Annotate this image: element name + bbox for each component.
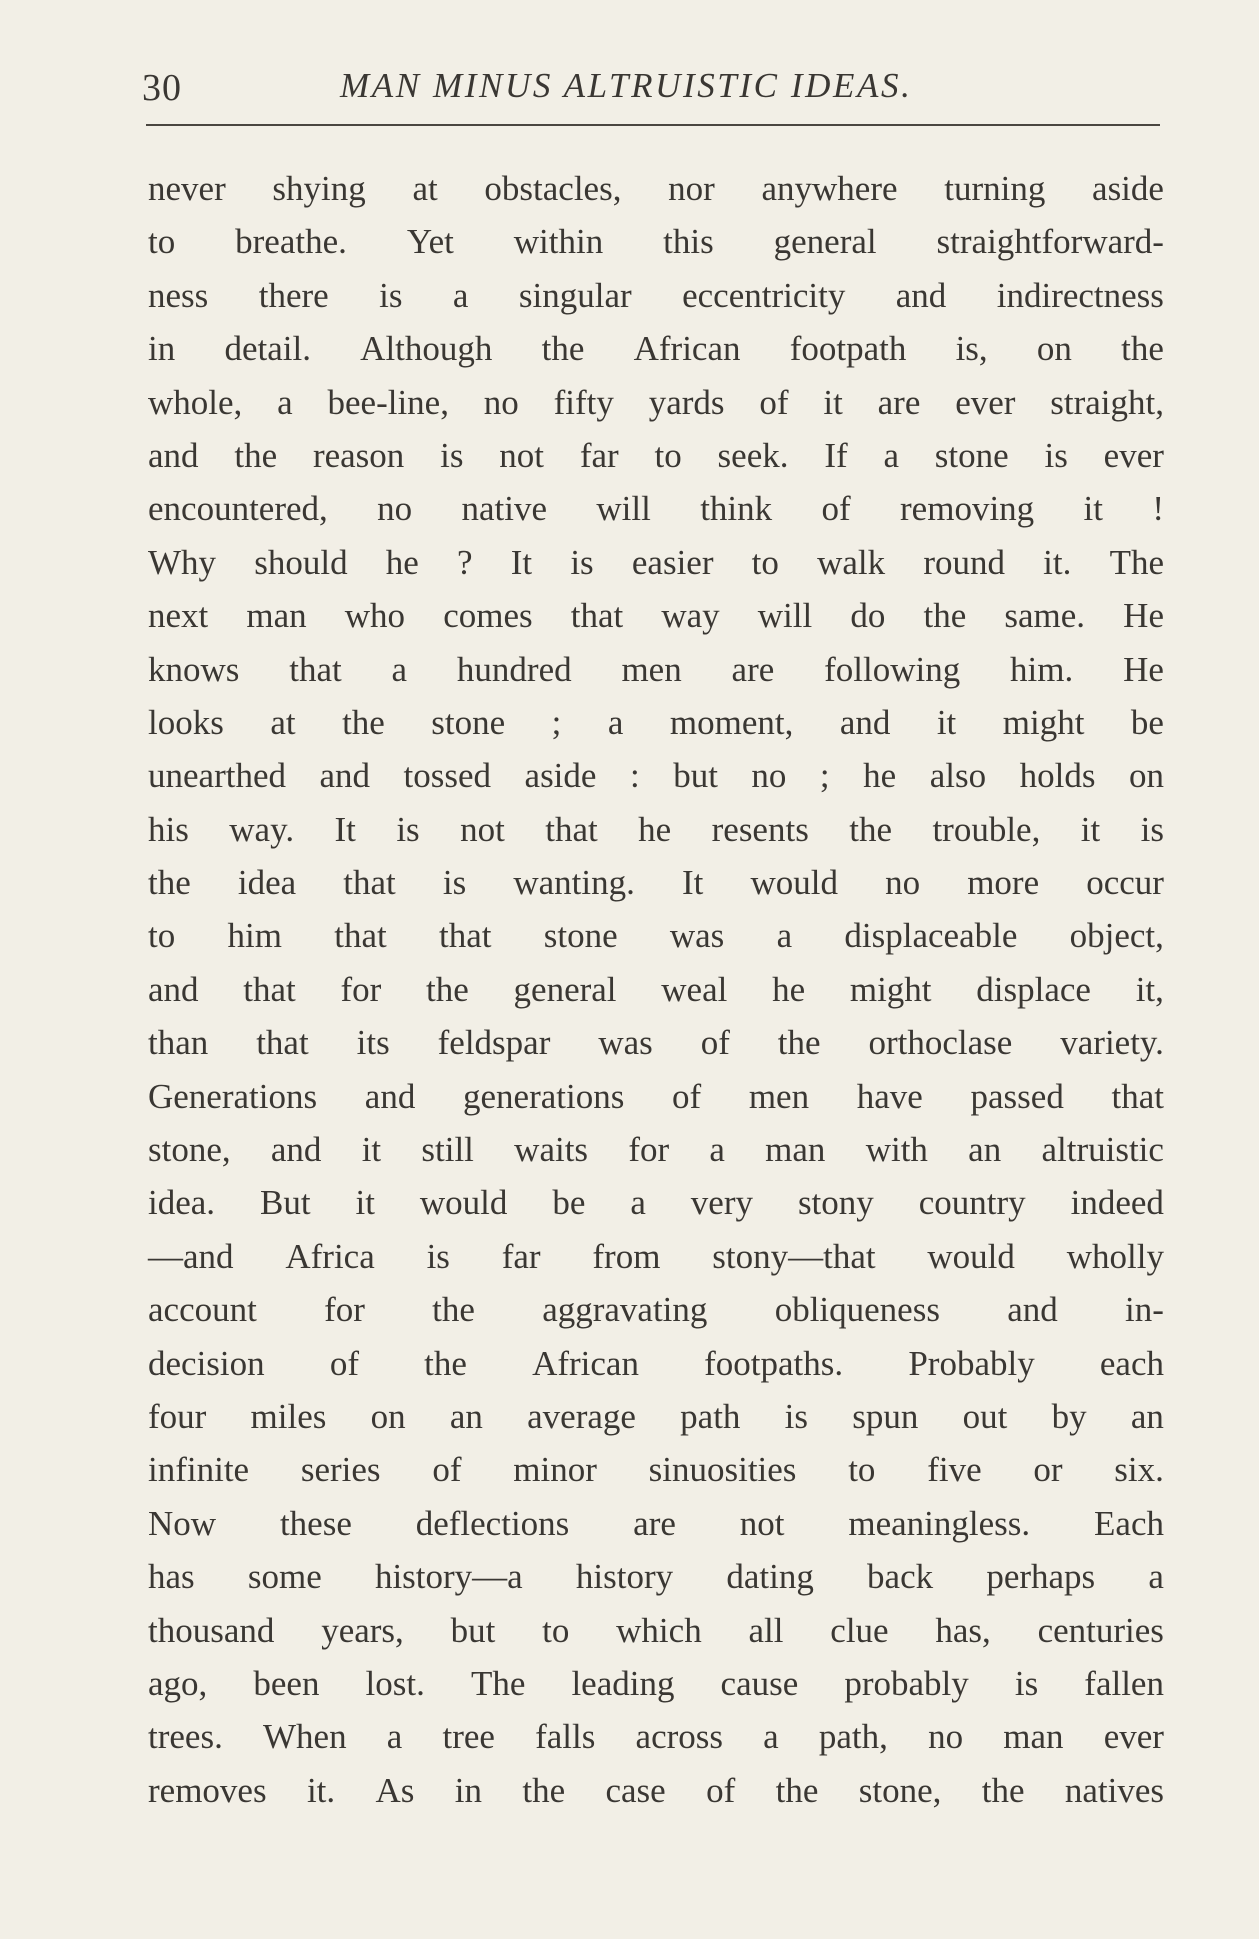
text-line: infinite series of minor sinuosities to five or six. [148, 1450, 1164, 1490]
text-line: whole, a bee-line, no fifty yards of it are ever straight, [148, 382, 1164, 422]
text-line: Why should he ? It is easier to walk round it. The [148, 542, 1164, 582]
text-line: and the reason is not far to seek. If a stone is ever [148, 435, 1164, 475]
text-line: account for the aggravating obliqueness and in- [148, 1290, 1164, 1330]
text-line: next man who comes that way will do the same. He [148, 596, 1164, 636]
running-head: MAN MINUS ALTRUISTIC IDEAS. [340, 66, 913, 105]
text-line: ago, been lost. The leading cause probably is fallen [148, 1663, 1164, 1703]
text-line: to him that that stone was a displaceable object, [148, 916, 1164, 956]
text-line: in detail. Although the African footpath is, on the [148, 329, 1164, 369]
text-line: —and Africa is far from stony—that would wholly [148, 1236, 1164, 1276]
text-line: idea. But it would be a very stony country indeed [148, 1183, 1164, 1223]
text-line: than that its feldspar was of the orthoclase variety. [148, 1023, 1164, 1063]
text-line: looks at the stone ; a moment, and it might be [148, 702, 1164, 742]
text-line: trees. When a tree falls across a path, no man ever [148, 1717, 1164, 1757]
page-header [142, 62, 1162, 112]
text-line: encountered, no native will think of removing it ! [148, 489, 1164, 529]
text-line: Now these deflections are not meaningless. Each [148, 1503, 1164, 1543]
text-line: thousand years, but to which all clue has, centuries [148, 1610, 1164, 1650]
text-line: unearthed and tossed aside : but no ; he also holds on [148, 756, 1164, 796]
text-line: and that for the general weal he might displace it, [148, 969, 1164, 1009]
body-text [148, 162, 1164, 1817]
text-line: the idea that is wanting. It would no more occur [148, 863, 1164, 903]
text-line: to breathe. Yet within this general straightforward- [148, 222, 1164, 262]
text-line: his way. It is not that he resents the trouble, it is [148, 809, 1164, 849]
text-line: stone, and it still waits for a man with an altruistic [148, 1130, 1164, 1170]
header-rule [146, 124, 1160, 126]
text-line: knows that a hundred men are following him. He [148, 649, 1164, 689]
text-line: Generations and generations of men have passed that [148, 1076, 1164, 1116]
text-line: decision of the African footpaths. Probably each [148, 1343, 1164, 1383]
text-line: has some history—a history dating back perhaps a [148, 1557, 1164, 1597]
text-line: removes it. As in the case of the stone, the natives [148, 1770, 1164, 1810]
text-line: never shying at obstacles, nor anywhere turning aside [148, 169, 1164, 208]
text-line: ness there is a singular eccentricity and indirectness [148, 275, 1164, 315]
page-number: 30 [142, 67, 182, 109]
text-line: four miles on an average path is spun out by an [148, 1396, 1164, 1436]
